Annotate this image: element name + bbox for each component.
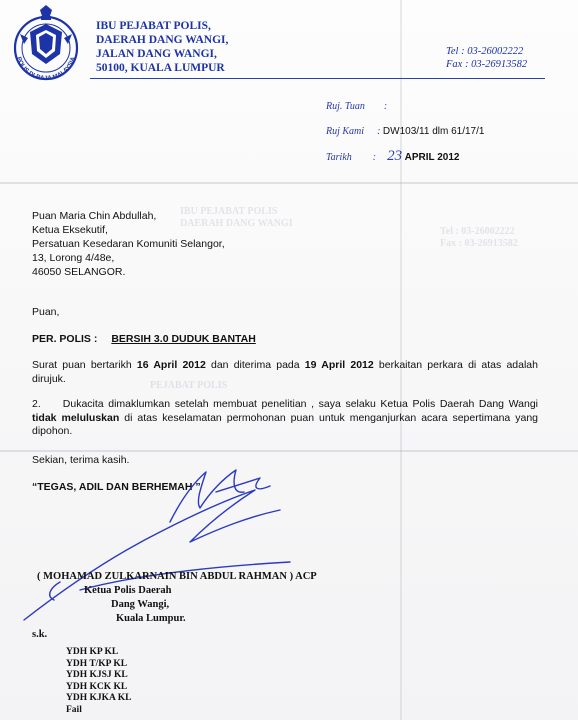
cc-item: YDH KP KL — [66, 647, 119, 657]
telephone: Tel : 03-26002222 — [446, 46, 524, 57]
cc-item: YDH T/KP KL — [66, 658, 128, 669]
paragraph-2: 2. Dukacita dimaklumkan setelah membuat penelitian , saya selaku Ketua Polis Daerah Dang Wangi tidak meluluskan di atas keselamatan permohonan puan untuk menganjurkan acara sepertimana yang dipohon. — [32, 398, 538, 437]
police-crest-logo — [6, 4, 86, 84]
bleed-through: IBU PEJABAT POLIS DAERAH DANG WANGI — [180, 206, 293, 229]
closing: Sekian, terima kasih. — [32, 454, 130, 466]
signatory-title: Dang Wangi, — [111, 599, 170, 610]
fax: Fax : 03-26913582 — [446, 58, 528, 70]
recipient-line: 13, Lorong 4/48e, — [32, 252, 115, 264]
bleed-through: Tel : 03-26002222 Fax : 03-26913582 — [440, 226, 518, 249]
address-line: DAERAH DANG WANGI, — [96, 34, 229, 46]
cc-item: YDH KJKA KL — [66, 693, 132, 703]
bleed-through: PEJABAT POLIS — [150, 380, 228, 391]
cc-list — [66, 647, 131, 716]
address-line: JALAN DANG WANGI, — [96, 48, 217, 60]
recipient-line: Persatuan Kesedaran Komuniti Selangor, — [32, 238, 225, 250]
ref-tuan: Ruj. Tuan : — [326, 101, 388, 112]
paragraph-1: Surat puan bertarikh 16 April 2012 dan diterima pada 19 April 2012 berkaitan perkara di atas adalah dirujuk. — [32, 359, 538, 385]
recipient-address — [32, 209, 225, 279]
signatory-title: Kuala Lumpur. — [116, 613, 186, 624]
ref-kami: Ruj Kami : DW103/11 dlm 61/17/1 — [326, 126, 485, 137]
cc-item: YDH KCK KL — [66, 681, 128, 692]
svg-text:POLIS DI-RAJA MALAYSIA: POLIS DI-RAJA MALAYSIA — [15, 55, 78, 83]
signatory-name: ( MOHAMAD ZULKARNAIN BIN ABDUL RAHMAN ) ACP — [37, 571, 317, 582]
cc-item: Fail — [66, 704, 82, 715]
address-line: IBU PEJABAT POLIS, — [96, 20, 211, 32]
cc-item: YDH KJSJ KL — [66, 670, 128, 680]
paper-fold — [0, 182, 578, 184]
recipient-line: Puan Maria Chin Abdullah, — [32, 210, 157, 222]
recipient-line: 46050 SELANGOR. — [32, 266, 126, 278]
letterhead-divider — [90, 78, 545, 79]
subject-title: BERSIH 3.0 DUDUK BANTAH — [111, 333, 256, 345]
ref-date: Tarikh : 23 APRIL 2012 — [326, 148, 460, 164]
paper-fold — [0, 450, 578, 452]
motto: “TEGAS, ADIL DAN BERHEMAH ” — [32, 481, 201, 493]
signatory-title: Ketua Polis Daerah — [84, 585, 172, 596]
address-line: 50100, KUALA LUMPUR — [96, 62, 225, 74]
subject-line: PER. POLIS : BERSIH 3.0 DUDUK BANTAH — [32, 333, 256, 345]
salutation: Puan, — [32, 306, 60, 318]
letterhead-address — [96, 19, 228, 75]
letterhead-contact — [446, 46, 527, 71]
handwritten-day: 23 — [387, 148, 403, 164]
recipient-line: Ketua Eksekutif, — [32, 224, 108, 236]
handwritten-signature — [20, 462, 380, 622]
cc-label: s.k. — [32, 629, 48, 640]
